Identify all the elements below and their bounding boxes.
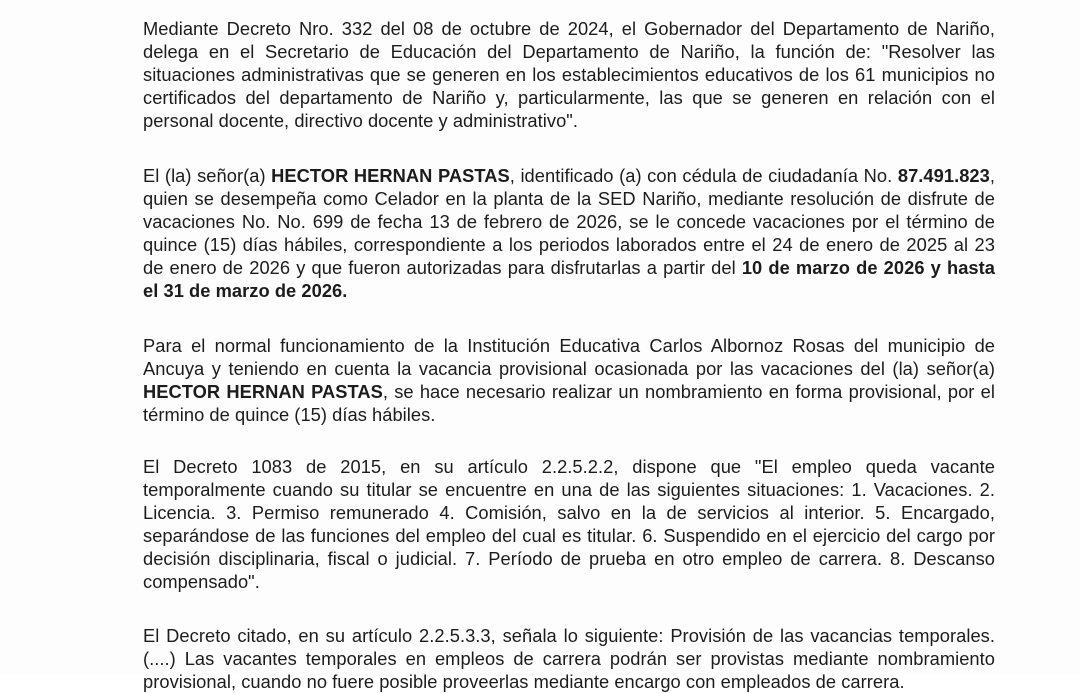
paragraph-text: , quien se desempeña como Celador en la planta de la SED Nariño, mediante resolución de disfrute de vacaciones No. No. 699 de fecha 13 de febrero de 2026, se le concede vacaciones por el término de quince (15) días hábiles, correspondiente a los periodos laborados entre el 24 de enero de 2025 al 23 de enero de 2026 y que fueron autorizadas para disfrutarlas a partir del <box>143 165 995 278</box>
paragraph-text: , identificado (a) con cédula de ciudadanía No. <box>509 165 898 186</box>
paragraph-text: , se hace necesario realizar un nombramiento en forma provisional, por el término de quince (15) días hábiles. <box>143 381 995 425</box>
paragraph-text: El (la) señor(a) <box>143 165 272 186</box>
paragraph-text: Para el normal funcionamiento de la Institución Educativa Carlos Albornoz Rosas del municipio de Ancuya y teniendo en cuenta la vacancia provisional ocasionada por las vacaciones del (la) señor(a) <box>143 335 995 379</box>
vacation-dates: 10 de marzo de 2026 y hasta el 31 de marzo de 2026. <box>143 257 995 301</box>
employee-name: HECTOR HERNAN PASTAS <box>271 165 510 186</box>
employee-name: HECTOR HERNAN PASTAS <box>143 381 383 402</box>
paragraph-decreto-332 <box>143 17 995 132</box>
paragraph-text: El Decreto 1083 de 2015, en su artículo 2.2.5.2.2, dispone que "El empleo queda vacante temporalmente cuando su titular se encuentre en una de las siguientes situaciones: 1. Vacaciones. 2. Licencia. 3. Permiso remunerado 4. Comisión, salvo en la de servicios al interior. 5. Encargado, separándose de las funciones del empleo del cual es titular. 6. Suspendido en el ejercicio del cargo por decisión disciplinaria, fiscal o judicial. 7. Período de prueba en otro empleo de carrera. 8. Descanso compensado". <box>143 456 995 592</box>
paragraph-text: Mediante Decreto Nro. 332 del 08 de octubre de 2024, el Gobernador del Departamento de Nariño, delega en el Secretario de Educación del Departamento de Nariño, la función de: "Resolver las situaciones administrativas que se generen en los establecimientos educativos de los 61 municipios no certificados del departamento de Nariño y, particularmente, las que se generen en relación con el personal docente, directivo docente y administrativo". <box>143 18 995 131</box>
paragraph-decreto-1083 <box>143 455 995 593</box>
paragraph-vacaciones <box>143 164 995 302</box>
cedula-number: 87.491.823 <box>897 165 990 186</box>
paragraph-funcionamiento <box>143 334 995 426</box>
paragraph-text: El Decreto citado, en su artículo 2.2.5.3.3, señala lo siguiente: Provisión de las vacancias temporales. (....) Las vacantes temporales en empleos de carrera podrán ser provistas mediante nombramiento provisional, cuando no fuere posible proveerlas mediante encargo con empleados de carrera. <box>143 625 995 692</box>
paragraph-decreto-citado <box>143 624 995 693</box>
